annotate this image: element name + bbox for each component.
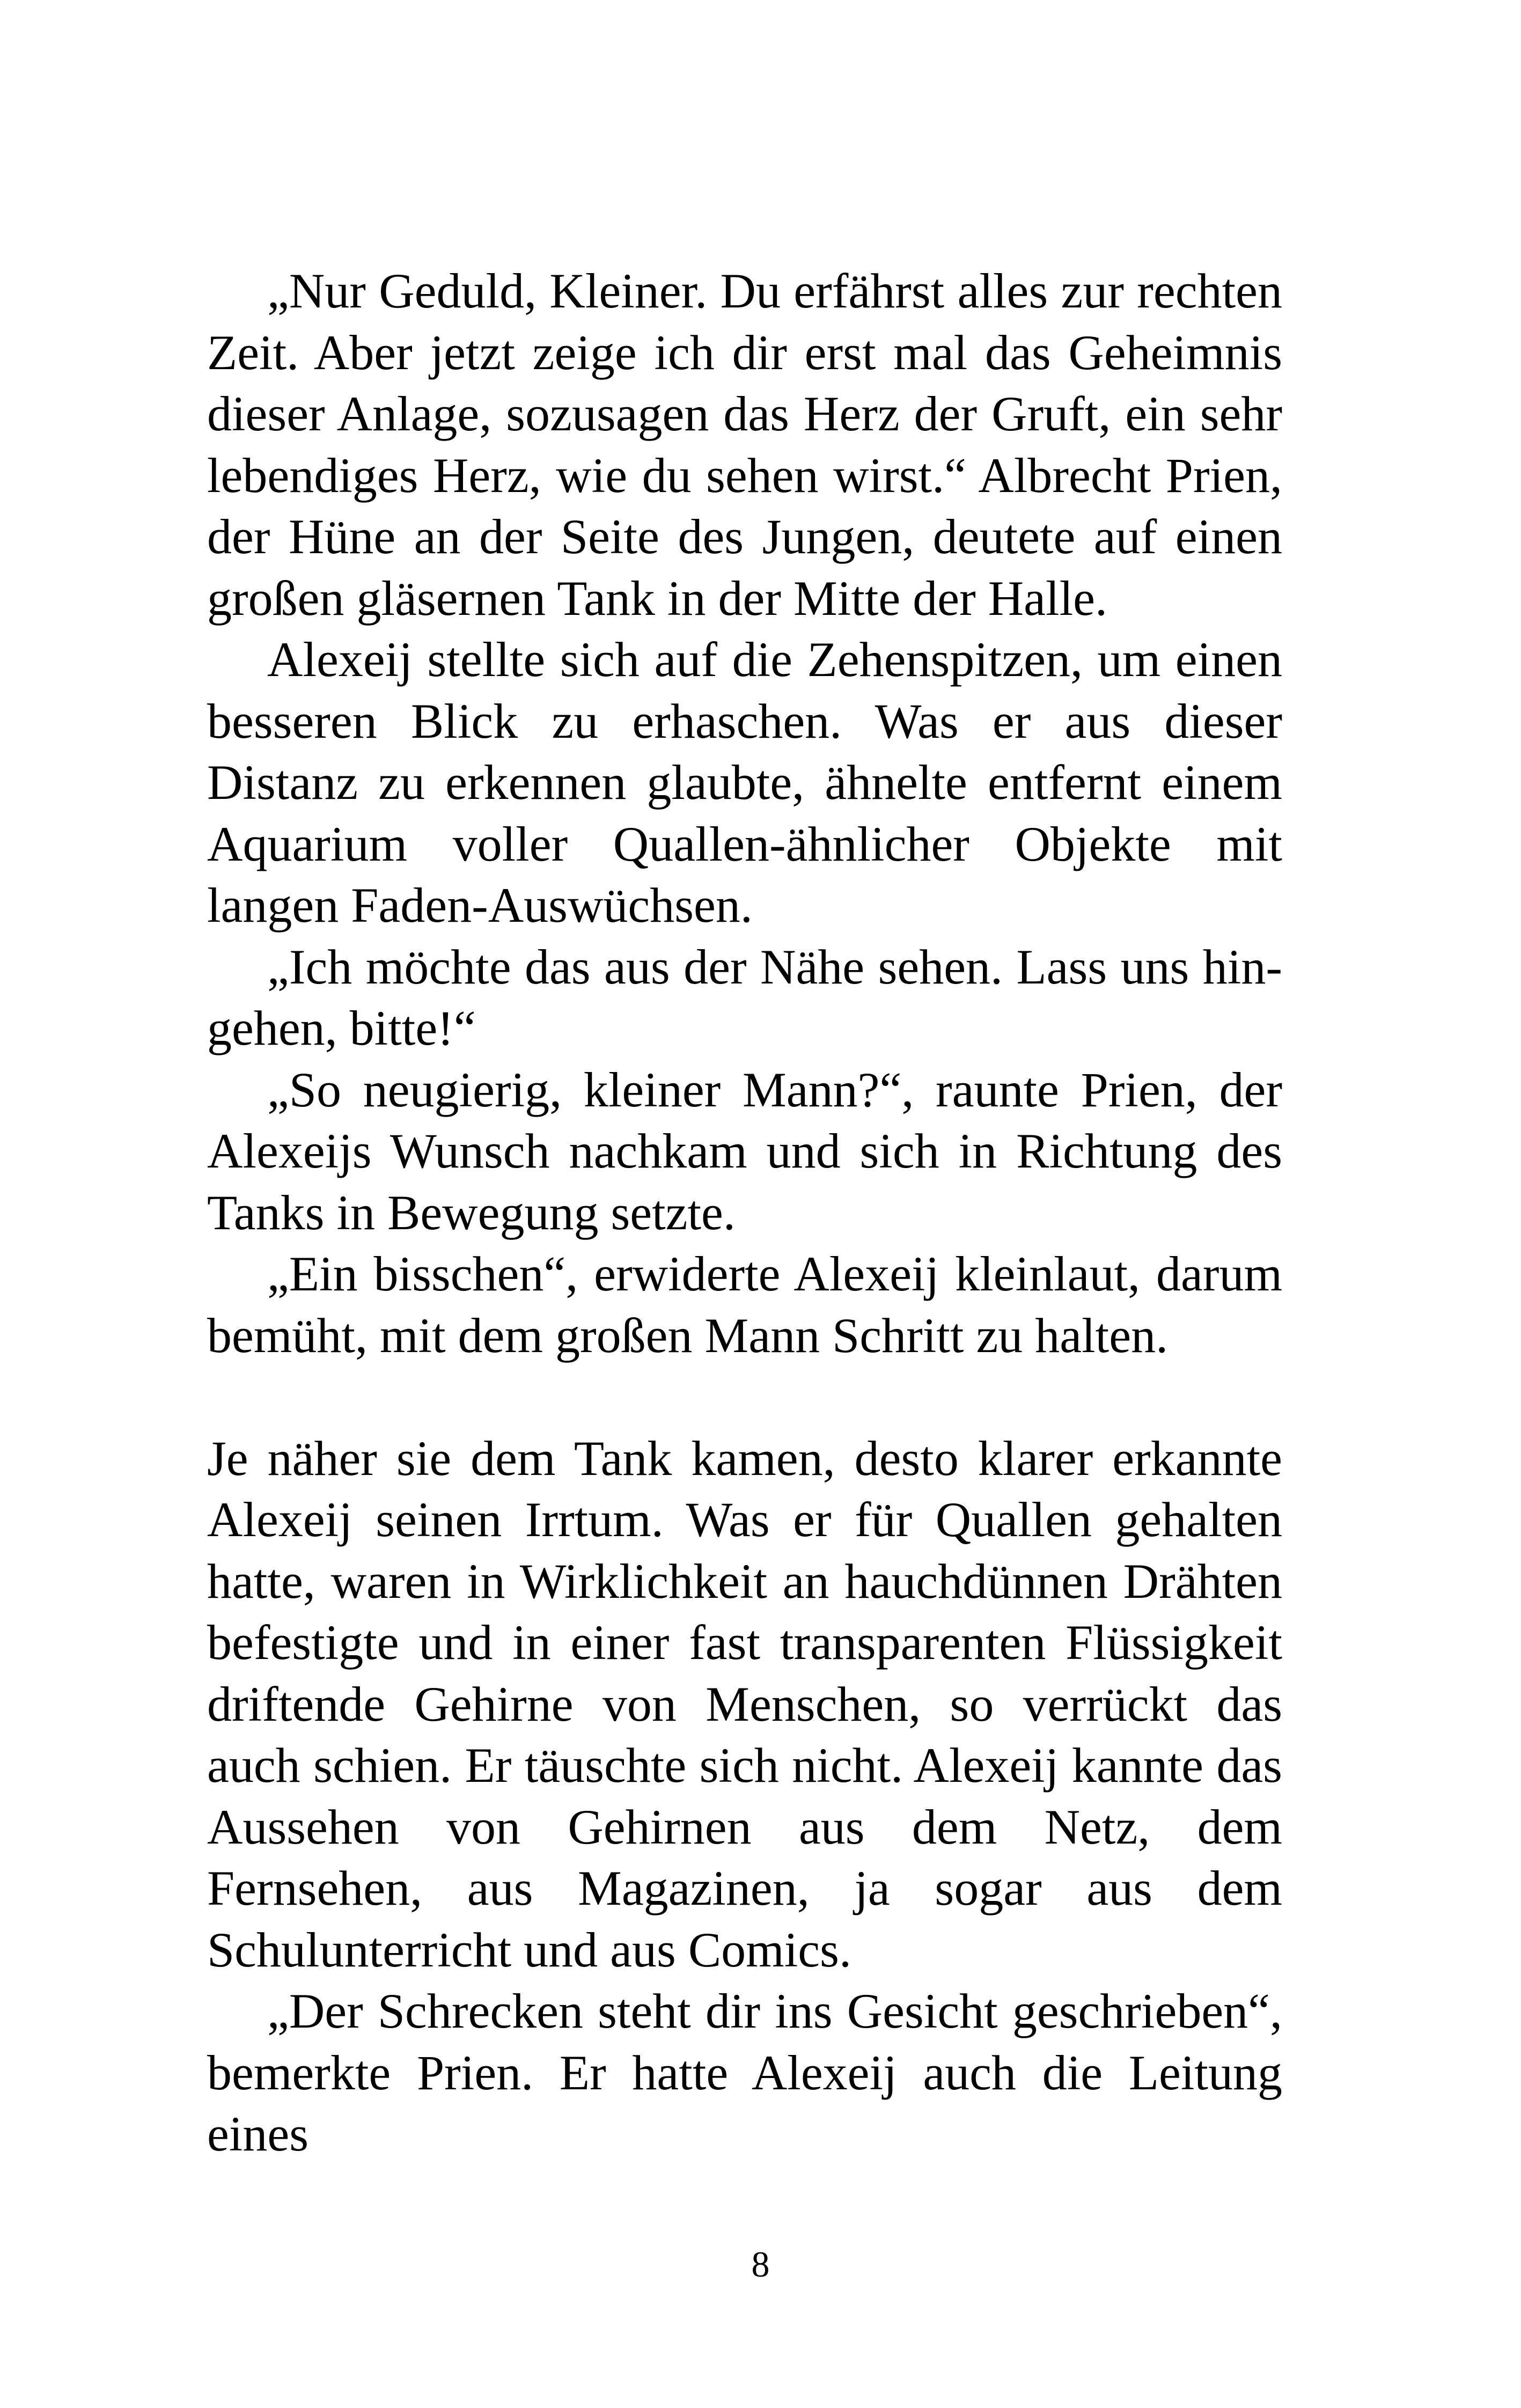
paragraph-3: „Ich möchte das aus der Nähe sehen. Lass uns hingehen, bitte!“ — [207, 939, 1282, 1055]
paragraph-4: „So neugierig, kleiner Mann?“, raunte Prien, der Alexeijs Wunsch nachkam und sich in Richtung des Tanks in Bewegung setzte. — [207, 1062, 1282, 1240]
paragraph-7: „Der Schrecken steht dir ins Gesicht geschrieben“, bemerkte Prien. Er hatte Alexeij auch die Leitung eines — [207, 1984, 1282, 2161]
paragraph-6: Je näher sie dem Tank kamen, desto klarer erkannte Alexeij seinen Irrtum. Was er für Quallen gehalten hatte, waren in Wirklichkeit an hauchdünnen Drähten befestigte und in einer fast transparenten Flüssigkeit driftende Gehirne von Menschen, so verrückt das auch schien. Er täuschte sich nicht. Alexeij kannte das Aussehen von Gehirnen aus dem Netz, dem Fernsehen, aus Magazinen, ja sogar aus dem Schulunterricht und aus Comics. — [207, 1430, 1282, 1977]
page-number: 8 — [751, 2244, 770, 2285]
paragraph-5: „Ein bisschen“, erwiderte Alexeij kleinlaut, darum bemüht, mit dem großen Mann Schritt zu halten. — [207, 1246, 1282, 1363]
paragraph-2: Alexeij stellte sich auf die Zehenspitzen, um einen besseren Blick zu erhaschen. Was er aus dieser Distanz zu erkennen glaubte, ähnelte entfernt einem Aquarium voller Quallen-ähnlicher Objekte mit langen Faden-Auswüchsen. — [207, 632, 1282, 933]
body-text — [207, 260, 1282, 2165]
section-break — [207, 1366, 1282, 1428]
paragraph-1: „Nur Geduld, Kleiner. Du erfährst alles zur rechten Zeit. Aber jetzt zeige ich dir erst mal das Geheimnis dieser Anlage, sozusagen das Herz der Gruft, ein sehr lebendiges Herz, wie du sehen wirst.“ Albrecht Prien, der Hüne an der Seite des Jungen, deutete auf einen großen gläsernen Tank in der Mitte der Halle. — [207, 263, 1282, 626]
